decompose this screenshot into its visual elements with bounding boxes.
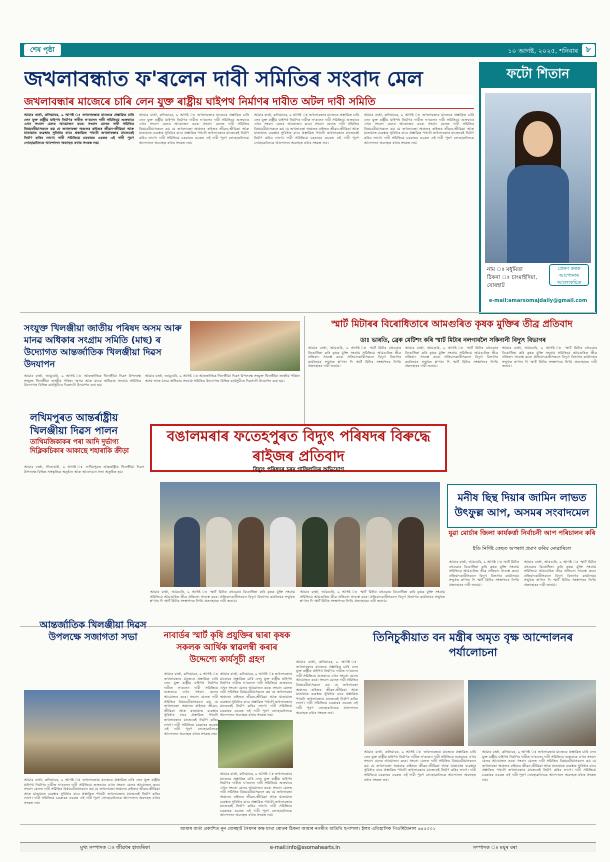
lead-body-col-1: আমাৰ বাৰ্তা, কলিয়াবৰ, ৯ আগষ্ট ঃ জখলাবন্ধাৰ মাজেৰে প্ৰস্তাৱিত চাৰি লেন যুক্ত ৰাষ্ট্ৰীয় ঘাইপথ নিৰ্মাণৰ দাবীত ফ'ৰলেন দাবী সমিতিয়ে শুক্ৰবাৰে এখন সংবাদ মেলৰ আয়োজন কৰে। সংবাদ মেলত দাবী সমিতিৰ বিষয়ববীয়াসকলে কয় যে জখলাবন্ধা অঞ্চলৰ ৰাইজৰ জীৱন-জীৱিকা আৰু যাতায়াত ব্যৱস্থাৰ সুবিধাৰ বাবে প্ৰস্তাৱিত পথটো জখলাবন্ধাৰ মাজেৰেই নিৰ্মাণ কৰিব লাগে। দাবী সমিতিয়ে চৰকাৰৰ ওচৰত এই দাবী পূৰণ নোহোৱালৈকে আন্দোলন অব্যাহত ৰখাৰ সংকল্প লয়। xyxy=(24,113,134,145)
footer-bar xyxy=(20,842,596,852)
smart-meter-body-3: আমাৰ বাৰ্তা, আমগুৰি, ৯ আগষ্ট ঃ স্মাৰ্ট মিটাৰ বহুওৱাৰ বিৰোধিতা কৰি কৃষক মুক্তি সংগ্ৰাম সমিতিয়ে আমগুৰিত তীব্ৰ প্ৰতিবাদ সাব্যস্ত কৰে। প্ৰতিবাদকাৰীসকলে বিদ্যুৎ বিভাগৰ কাৰ্যালয়ৰ সন্মুখত শ্ল'গান দি স্মাৰ্ট মিটাৰ সংস্থাপনৰ নিৰ্ণয় প্ৰত্যাহাৰৰ দাবী জনায়। xyxy=(502,346,597,369)
tribal-day-headline: আন্তৰ্জাতিক খিলঞ্জীয়া দিৱস উপলক্ষে সজাগতা সভা xyxy=(39,620,147,643)
nabard-photo xyxy=(218,720,293,768)
protest-photo xyxy=(160,482,440,587)
photo-email: e-mail:amarsomajdaily@gmail.com xyxy=(488,298,588,304)
lakhimpur-tagline: তাখিমজিকাকৰ পৰা আদি দুৰ্ভাগ্য দিক্লিকচিকাৰ আকাছে শহাৰাকি ক্ৰীড়া xyxy=(30,438,129,455)
smart-meter-headline: স্মাৰ্ট মিটাৰৰ বিৰোধিতাৰে আমগুৰিত কৃষক মুক্তিৰ তীব্ৰ প্ৰতিবাদ xyxy=(331,319,573,330)
bail-body-1: আমাৰ বাৰ্তা, আমগুৰি, ৯ আগষ্ট ঃ স্মাৰ্ট মিটাৰ বহুওৱাৰ বিৰোধিতা কৰি কৃষক মুক্তি সংগ্ৰাম সমিতিয়ে আমগুৰিত তীব্ৰ প্ৰতিবাদ সাব্যস্ত কৰে। প্ৰতিবাদকাৰীসকলে বিদ্যুৎ বিভাগৰ কাৰ্যালয়ৰ সন্মুখত শ্ল'গান দি স্মাৰ্ট মিটাৰ সংস্থাপনৰ নিৰ্ণয় প্ৰত্যাহাৰৰ দাবী জনায়। xyxy=(449,560,519,587)
footer-editor: মুখ্য সম্পাদক ঃ জীৱধৰ হাজৰিকা xyxy=(80,845,150,851)
caption-name: নাম ঃ মধুমিতা xyxy=(487,267,523,273)
featured-portrait xyxy=(485,93,591,263)
msc-body: আমাৰ বাৰ্তা, জামুগুৰি, ৯ আগষ্ট ঃ আন্তৰ্জাতিক খিলঞ্জীয়া দিৱস উপলক্ষে সংযুক্ত খিলঞ্জীয়া জাতীয় পৰিষদ অসম আৰু মানৱ অধিকাৰ সংগ্ৰাম সমিতিৰ উদ্যোগত বিভিন্ন কাৰ্যসূচীৰে দিৱসটো উদযাপন কৰা হয়। xyxy=(24,374,141,388)
nabard-body-1: আমাৰ বাৰ্তা, কলিয়াবৰ, ৯ আগষ্ট ঃ জখলাবন্ধাৰ মাজেৰে প্ৰস্তাৱিত চাৰি লেন যুক্ত ৰাষ্ট্ৰীয় ঘাইপথ নিৰ্মাণৰ দাবীত ফ'ৰলেন দাবী সমিতিয়ে শুক্ৰবাৰে এখন সংবাদ মেলৰ আয়োজন কৰে। সংবাদ মেলত দাবী সমিতিৰ বিষয়ববীয়াসকলে কয় যে জখলাবন্ধা অঞ্চলৰ ৰাইজৰ জীৱন-জীৱিকা আৰু যাতায়াত ব্যৱস্থাৰ সুবিধাৰ বাবে প্ৰস্তাৱিত পথটো জখলাবন্ধাৰ মাজেৰেই নিৰ্মাণ কৰিব লাগে। দাবী সমিতিয়ে চৰকাৰৰ ওচৰত এই দাবী পূৰণ নোহোৱালৈকে আন্দোলন অব্যাহত ৰখাৰ সংকল্প লয়। xyxy=(164,672,218,736)
divider xyxy=(20,824,596,825)
banner-body-2: আমাৰ বাৰ্তা, আমগুৰি, ৯ আগষ্ট ঃ স্মাৰ্ট মিটাৰ বহুওৱাৰ বিৰোধিতা কৰি কৃষক মুক্তি সংগ্ৰাম সমিতিয়ে আমগুৰিত তীব্ৰ প্ৰতিবাদ সাব্যস্ত কৰে। প্ৰতিবাদকাৰীসকলে বিদ্যুৎ বিভাগৰ কাৰ্যালয়ৰ সন্মুখত শ্ল'গান দি স্মাৰ্ট মিটাৰ সংস্থাপনৰ নিৰ্ণয় প্ৰত্যাহাৰৰ দাবী জনায়। xyxy=(300,590,445,604)
footer-email: e-mail:info@ssomahearts.in xyxy=(270,845,340,851)
nabard-body-4: আমাৰ বাৰ্তা, কলিয়াবৰ, ৯ আগষ্ট ঃ জখলাবন্ধাৰ মাজেৰে প্ৰস্তাৱিত চাৰি লেন যুক্ত ৰাষ্ট্ৰীয় ঘাইপথ নিৰ্মাণৰ দাবীত ফ'ৰলেন দাবী সমিতিয়ে শুক্ৰবাৰে এখন সংবাদ মেলৰ আয়োজন কৰে। সংবাদ মেলত দাবী সমিতিৰ বিষয়ববীয়াসকলে কয় যে জখলাবন্ধা অঞ্চলৰ ৰাইজৰ জীৱন-জীৱিকা আৰু যাতায়াত ব্যৱস্থাৰ সুবিধাৰ বাবে প্ৰস্তাৱিত পথটো জখলাবন্ধাৰ মাজেৰেই নিৰ্মাণ কৰিব লাগে। দাবী সমিতিয়ে চৰকাৰৰ ওচৰত এই দাবী পূৰণ নোহোৱালৈকে আন্দোলন অব্যাহত ৰখাৰ সংকল্প লয়। xyxy=(296,660,358,715)
lakhimpur-body: আমাৰ বাৰ্তা, লীলাবাৰী, ৯ আগষ্ট ঃ লখিমপুৰত আন্তৰ্ৰাষ্ট্ৰীয় খিলঞ্জীয়া দিৱস উপলক্ষে বিভিন্ন সাংস্কৃতিক অনুষ্ঠান আৰু আলোচনা সভা অনুষ্ঠিত হয়। xyxy=(24,465,144,474)
photo-caption xyxy=(487,266,547,290)
tinsukia-body-2: আমাৰ বাৰ্তা, কলিয়াবৰ, ৯ আগষ্ট ঃ জখলাবন্ধাৰ মাজেৰে প্ৰস্তাৱিত চাৰি লেন যুক্ত ৰাষ্ট্ৰীয় ঘাইপথ নিৰ্মাণৰ দাবীত ফ'ৰলেন দাবী সমিতিয়ে শুক্ৰবাৰে এখন সংবাদ মেলৰ আয়োজন কৰে। সংবাদ মেলত দাবী সমিতিৰ বিষয়ববীয়াসকলে কয় যে জখলাবন্ধা অঞ্চলৰ ৰাইজৰ জীৱন-জীৱিকা আৰু যাতায়াত ব্যৱস্থাৰ সুবিধাৰ বাবে প্ৰস্তাৱিত পথটো জখলাবন্ধাৰ মাজেৰেই নিৰ্মাণ কৰিব লাগে। দাবী সমিতিয়ে চৰকাৰৰ ওচৰত এই দাবী পূৰণ নোহোৱালৈকে আন্দোলন অব্যাহত ৰখাৰ সংকল্প লয়। xyxy=(482,750,596,782)
tinsukia-photo-2 xyxy=(468,680,596,746)
page-number: ৮ xyxy=(582,44,595,56)
issue-date: ১০ আগষ্ট, ২০২৫, শনিবাৰ xyxy=(507,47,578,55)
tribal-day-photo xyxy=(24,690,160,774)
lead-headline: জখলাবন্ধাত ফ'ৰলেন দাবী সমিতিৰ সংবাদ মেল xyxy=(24,66,423,91)
nabard-headline: নাবাৰ্ডৰ স্মাৰ্ট কৃষি প্ৰযুক্তিৰ দ্বাৰা কৃষক সকলক আৰ্থিক স্বাৱলম্বী কৰাৰ উদ্দেশ্যে কাৰ্যসূচী গ্ৰহণ xyxy=(163,631,291,665)
section-label: শেষ পৃষ্ঠা xyxy=(24,44,61,56)
tribal-day-body: আমাৰ বাৰ্তা, কলিয়াবৰ, ৯ আগষ্ট ঃ জখলাবন্ধাৰ মাজেৰে প্ৰস্তাৱিত চাৰি লেন যুক্ত ৰাষ্ট্ৰীয় ঘাইপথ নিৰ্মাণৰ দাবীত ফ'ৰলেন দাবী সমিতিয়ে শুক্ৰবাৰে এখন সংবাদ মেলৰ আয়োজন কৰে। সংবাদ মেলত দাবী সমিতিৰ বিষয়ববীয়াসকলে কয় যে জখলাবন্ধা অঞ্চলৰ ৰাইজৰ জীৱন-জীৱিকা আৰু যাতায়াত ব্যৱস্থাৰ সুবিধাৰ বাবে প্ৰস্তাৱিত পথটো জখলাবন্ধাৰ মাজেৰেই নিৰ্মাণ কৰিব লাগে। দাবী সমিতিয়ে চৰকাৰৰ ওচৰত এই দাবী পূৰণ নোহোৱালৈকে আন্দোলন অব্যাহত ৰখাৰ সংকল্প লয়। xyxy=(24,778,160,805)
nabard-body-2: আমাৰ বাৰ্তা, কলিয়াবৰ, ৯ আগষ্ট ঃ জখলাবন্ধাৰ মাজেৰে প্ৰস্তাৱিত চাৰি লেন যুক্ত ৰাষ্ট্ৰীয় ঘাইপথ নিৰ্মাণৰ দাবীত ফ'ৰলেন দাবী সমিতিয়ে শুক্ৰবাৰে এখন সংবাদ মেলৰ আয়োজন কৰে। সংবাদ মেলত দাবী সমিতিৰ বিষয়ববীয়াসকলে কয় যে জখলাবন্ধা অঞ্চলৰ ৰাইজৰ জীৱন-জীৱিকা আৰু যাতায়াত ব্যৱস্থাৰ সুবিধাৰ বাবে প্ৰস্তাৱিত পথটো জখলাবন্ধাৰ মাজেৰেই নিৰ্মাণ কৰিব লাগে। দাবী সমিতিয়ে চৰকাৰৰ ওচৰত এই দাবী পূৰণ নোহোৱালৈকে আন্দোলন অব্যাহত ৰখাৰ সংকল্প লয়। xyxy=(220,672,292,718)
footer-publisher: সম্পাদক ঃ ময়ূৰ বৰা xyxy=(472,845,518,851)
msc-event-photo xyxy=(190,321,300,371)
divider xyxy=(20,312,596,313)
tinsukia-body-1: আমাৰ বাৰ্তা, কলিয়াবৰ, ৯ আগষ্ট ঃ জখলাবন্ধাৰ মাজেৰে প্ৰস্তাৱিত চাৰি লেন যুক্ত ৰাষ্ট্ৰীয় ঘাইপথ নিৰ্মাণৰ দাবীত ফ'ৰলেন দাবী সমিতিয়ে শুক্ৰবাৰে এখন সংবাদ মেলৰ আয়োজন কৰে। সংবাদ মেলত দাবী সমিতিৰ বিষয়ববীয়াসকলে কয় যে জখলাবন্ধা অঞ্চলৰ ৰাইজৰ জীৱন-জীৱিকা আৰু যাতায়াত ব্যৱস্থাৰ সুবিধাৰ বাবে প্ৰস্তাৱিত পথটো জখলাবন্ধাৰ মাজেৰেই নিৰ্মাণ কৰিব লাগে। দাবী সমিতিয়ে চৰকাৰৰ ওচৰত এই দাবী পূৰণ নোহোৱালৈকে আন্দোলন অব্যাহত ৰখাৰ সংকল্প লয়। xyxy=(364,750,476,782)
submit-photo-badge: প্ৰেৰণ কৰক আপোনাৰ আলোকচিত্ৰ xyxy=(549,264,589,286)
bail-subhead: যুৱা মোৰ্চাৰ জিলা কাৰ্যকৰ্ত্তা নিৰ্বাচনী আপ পৰিচালন কৰি xyxy=(448,529,596,537)
lead-subhead: জখলাবন্ধাৰ মাজেৰে চাৰি লেন যুক্ত ৰাষ্ট্ৰীয় ঘাইপথ নিৰ্মাণৰ দাবীত অটল দাবী সমিতি xyxy=(24,95,474,109)
msc-headline: সংযুক্ত খিলঞ্জীয়া জাতীয় পৰিষদ অসম আৰু মানৱ অধিকাৰ সংগ্ৰাম সমিতি (মাছ) ৰ উদ্যোগত আন্তৰ্জাতিক খিলঞ্জীয়া দিৱস উদযাপন xyxy=(24,324,182,370)
lead-body-col-2: আমাৰ বাৰ্তা, কলিয়াবৰ, ৯ আগষ্ট ঃ জখলাবন্ধাৰ মাজেৰে প্ৰস্তাৱিত চাৰি লেন যুক্ত ৰাষ্ট্ৰীয় ঘাইপথ নিৰ্মাণৰ দাবীত ফ'ৰলেন দাবী সমিতিয়ে শুক্ৰবাৰে এখন সংবাদ মেলৰ আয়োজন কৰে। সংবাদ মেলত দাবী সমিতিৰ বিষয়ববীয়াসকলে কয় যে জখলাবন্ধা অঞ্চলৰ ৰাইজৰ জীৱন-জীৱিকা আৰু যাতায়াত ব্যৱস্থাৰ সুবিধাৰ বাবে প্ৰস্তাৱিত পথটো জখলাবন্ধাৰ মাজেৰেই নিৰ্মাণ কৰিব লাগে। দাবী সমিতিয়ে চৰকাৰৰ ওচৰত এই দাবী পূৰণ নোহোৱালৈকে আন্দোলন অব্যাহত ৰখাৰ সংকল্প লয়। xyxy=(139,113,249,145)
smart-meter-subhead: ডাঃ ভাৰতি, ব্ৰেক মেটিশং কৰি স্মাৰ্ট মিটাৰ নলগাবলৈ সকিনানী বিদ্যুৎ বিভাগৰ xyxy=(360,337,546,344)
bail-headline: মনীষ ছিন্থ দিয়াৰ জামিন লাভত উৎফুল্ল আপ, অসমৰ সংবাদমেল xyxy=(447,484,597,528)
bail-note: ইডি নিৰ্দিষ্ট কেছত অপৰাধ প্ৰমাণ কৰিব নোৱাৰিলে xyxy=(472,546,572,552)
lead-body-col-3: আমাৰ বাৰ্তা, কলিয়াবৰ, ৯ আগষ্ট ঃ জখলাবন্ধাৰ মাজেৰে প্ৰস্তাৱিত চাৰি লেন যুক্ত ৰাষ্ট্ৰীয় ঘাইপথ নিৰ্মাণৰ দাবীত ফ'ৰলেন দাবী সমিতিয়ে শুক্ৰবাৰে এখন সংবাদ মেলৰ আয়োজন কৰে। সংবাদ মেলত দাবী সমিতিৰ বিষয়ববীয়াসকলে কয় যে জখলাবন্ধা অঞ্চলৰ ৰাইজৰ জীৱন-জীৱিকা আৰু যাতায়াত ব্যৱস্থাৰ সুবিধাৰ বাবে প্ৰস্তাৱিত পথটো জখলাবন্ধাৰ মাজেৰেই নিৰ্মাণ কৰিব লাগে। দাবী সমিতিয়ে চৰকাৰৰ ওচৰত এই দাবী পূৰণ নোহোৱালৈকে আন্দোলন অব্যাহত ৰখাৰ সংকল্প লয়। xyxy=(254,113,359,145)
divider xyxy=(304,316,305,424)
lakhimpur-title: লখিমপুৰত আন্তৰ্ৰাষ্ট্ৰীয় খিলঞ্জীয়া দিৱস পালন xyxy=(30,413,119,437)
banner-headline: বঙালমৰাৰ ফতেহপুৰত বিদ্যুৎ পৰিষদৰ বিৰুদ্ধে ৰাইজৰ প্ৰতিবাদ xyxy=(166,429,431,465)
tinsukia-headline: তিনিচুকীয়াত বন মন্ত্ৰীৰ অমৃত বৃক্ষ আন্দোলনৰ পৰ্যালোচনা xyxy=(373,631,573,659)
photo-feature-title: ফটো শিতান xyxy=(479,62,597,88)
tinsukia-photo-1 xyxy=(364,680,464,746)
bail-body-2: আমাৰ বাৰ্তা, আমগুৰি, ৯ আগষ্ট ঃ স্মাৰ্ট মিটাৰ বহুওৱাৰ বিৰোধিতা কৰি কৃষক মুক্তি সংগ্ৰাম সমিতিয়ে আমগুৰিত তীব্ৰ প্ৰতিবাদ সাব্যস্ত কৰে। প্ৰতিবাদকাৰীসকলে বিদ্যুৎ বিভাগৰ কাৰ্যালয়ৰ সন্মুখত শ্ল'গান দি স্মাৰ্ট মিটাৰ সংস্থাপনৰ নিৰ্ণয় প্ৰত্যাহাৰৰ দাবী জনায়। xyxy=(524,560,596,587)
nabard-body-3: আমাৰ বাৰ্তা, কলিয়াবৰ, ৯ আগষ্ট ঃ জখলাবন্ধাৰ মাজেৰে প্ৰস্তাৱিত চাৰি লেন যুক্ত ৰাষ্ট্ৰীয় ঘাইপথ নিৰ্মাণৰ দাবীত ফ'ৰলেন দাবী সমিতিয়ে শুক্ৰবাৰে এখন সংবাদ মেলৰ আয়োজন কৰে। সংবাদ মেলত দাবী সমিতিৰ বিষয়ববীয়াসকলে কয় যে জখলাবন্ধা অঞ্চলৰ ৰাইজৰ জীৱন-জীৱিকা আৰু যাতায়াত ব্যৱস্থাৰ সুবিধাৰ বাবে প্ৰস্তাৱিত পথটো জখলাবন্ধাৰ মাজেৰেই নিৰ্মাণ কৰিব লাগে। দাবী সমিতিয়ে চৰকাৰৰ ওচৰত এই দাবী পূৰণ নোহোৱালৈকে আন্দোলন অব্যাহত ৰখাৰ সংকল্প লয়। xyxy=(220,772,292,818)
footer-imprint: আমাৰ বাৰ্তা প্ৰকাশিত নুন যোৰহাট সৈয়দৰ কক্ষ মাথা ৰোডৰ ঠিকনা আমাৰ নগৰীত অতিথি ছপাশাল। ইলম এতিহাসিক পিওৰিয়ৈনাল ৬৪৫০০১ xyxy=(180,827,436,832)
msc-body-2: আমাৰ বাৰ্তা, জামুগুৰি, ৯ আগষ্ট ঃ আন্তৰ্জাতিক খিলঞ্জীয়া দিৱস উপলক্ষে সংযুক্ত খিলঞ্জীয়া জাতীয় পৰিষদ অসম আৰু মানৱ অধিকাৰ সংগ্ৰাম সমিতিৰ উদ্যোগত বিভিন্ন কাৰ্যসূচীৰে দিৱসটো উদযাপন কৰা হয়। xyxy=(145,374,300,383)
banner-subhead: বিদ্যুৎ পৰিষদৰ চৰম গাফিলতিৰ অভিযোগ xyxy=(253,467,344,473)
caption-place: ঠিকনা ঃ চাংমাইদিয়া, যোৰহাট xyxy=(487,275,538,289)
lakhimpur-headline xyxy=(30,412,150,456)
smart-meter-body-2: আমাৰ বাৰ্তা, আমগুৰি, ৯ আগষ্ট ঃ স্মাৰ্ট মিটাৰ বহুওৱাৰ বিৰোধিতা কৰি কৃষক মুক্তি সংগ্ৰাম সমিতিয়ে আমগুৰিত তীব্ৰ প্ৰতিবাদ সাব্যস্ত কৰে। প্ৰতিবাদকাৰীসকলে বিদ্যুৎ বিভাগৰ কাৰ্যালয়ৰ সন্মুখত শ্ল'গান দি স্মাৰ্ট মিটাৰ সংস্থাপনৰ নিৰ্ণয় প্ৰত্যাহাৰৰ দাবী জনায়। xyxy=(405,346,498,369)
banner-body-1: আমাৰ বাৰ্তা, আমগুৰি, ৯ আগষ্ট ঃ স্মাৰ্ট মিটাৰ বহুওৱাৰ বিৰোধিতা কৰি কৃষক মুক্তি সংগ্ৰাম সমিতিয়ে আমগুৰিত তীব্ৰ প্ৰতিবাদ সাব্যস্ত কৰে। প্ৰতিবাদকাৰীসকলে বিদ্যুৎ বিভাগৰ কাৰ্যালয়ৰ সন্মুখত শ্ল'গান দি স্মাৰ্ট মিটাৰ সংস্থাপনৰ নিৰ্ণয় প্ৰত্যাহাৰৰ দাবী জনায়। xyxy=(150,590,295,604)
lead-body-col-4: আমাৰ বাৰ্তা, কলিয়াবৰ, ৯ আগষ্ট ঃ জখলাবন্ধাৰ মাজেৰে প্ৰস্তাৱিত চাৰি লেন যুক্ত ৰাষ্ট্ৰীয় ঘাইপথ নিৰ্মাণৰ দাবীত ফ'ৰলেন দাবী সমিতিয়ে শুক্ৰবাৰে এখন সংবাদ মেলৰ আয়োজন কৰে। সংবাদ মেলত দাবী সমিতিৰ বিষয়ববীয়াসকলে কয় যে জখলাবন্ধা অঞ্চলৰ ৰাইজৰ জীৱন-জীৱিকা আৰু যাতায়াত ব্যৱস্থাৰ সুবিধাৰ বাবে প্ৰস্তাৱিত পথটো জখলাবন্ধাৰ মাজেৰেই নিৰ্মাণ কৰিব লাগে। দাবী সমিতিয়ে চৰকাৰৰ ওচৰত এই দাবী পূৰণ নোহোৱালৈকে আন্দোলন অব্যাহত ৰখাৰ সংকল্প লয়। xyxy=(364,113,474,145)
smart-meter-body-1: আমাৰ বাৰ্তা, আমগুৰি, ৯ আগষ্ট ঃ স্মাৰ্ট মিটাৰ বহুওৱাৰ বিৰোধিতা কৰি কৃষক মুক্তি সংগ্ৰাম সমিতিয়ে আমগুৰিত তীব্ৰ প্ৰতিবাদ সাব্যস্ত কৰে। প্ৰতিবাদকাৰীসকলে বিদ্যুৎ বিভাগৰ কাৰ্যালয়ৰ সন্মুখত শ্ল'গান দি স্মাৰ্ট মিটাৰ সংস্থাপনৰ নিৰ্ণয় প্ৰত্যাহাৰৰ দাবী জনায়। xyxy=(308,346,401,369)
